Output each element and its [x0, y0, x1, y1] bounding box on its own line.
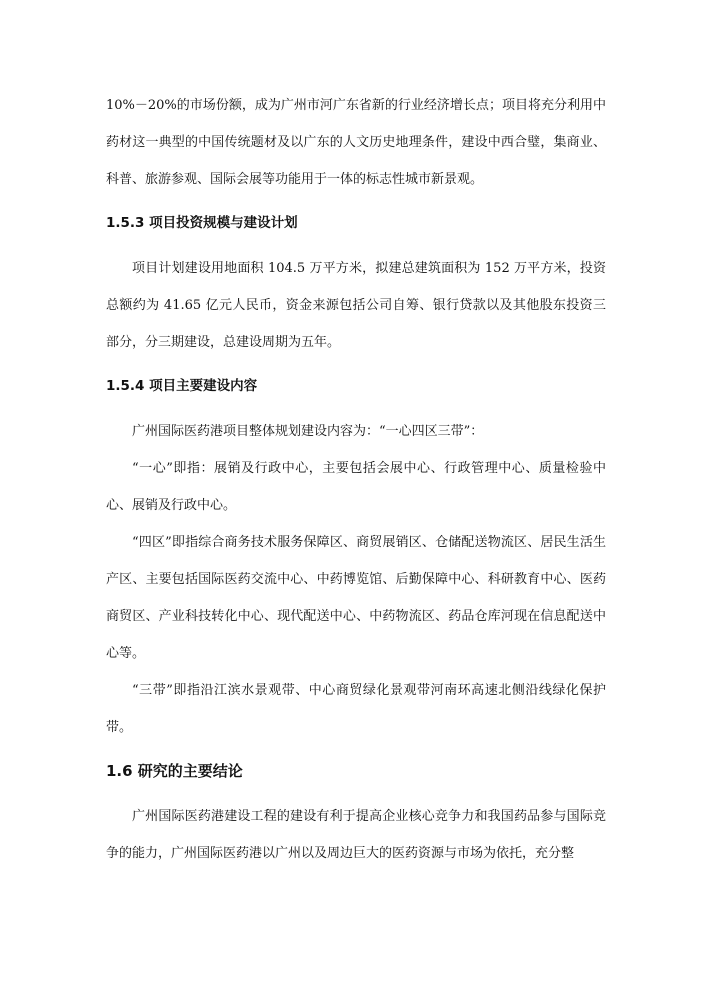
heading-1-5-4: 1.5.4 项目主要建设内容	[106, 378, 258, 394]
paragraph-planning-overview: 广州国际医药港项目整体规划建设内容为：“一心四区三带”：	[132, 424, 484, 439]
paragraph-three-belts: “三带”即指沿江滨水景观带、中心商贸绿化景观带河南环高速北侧沿线绿化保护带。	[106, 683, 606, 735]
heading-1-6: 1.6 研究的主要结论	[106, 762, 243, 780]
paragraph-conclusion: 广州国际医药港建设工程的建设有利于提高企业核心竞争力和我国药品参与国际竞争的能力，广州国际医药港以广州以及周边巨大的医药资源与市场为依托，充分整	[106, 809, 606, 861]
paragraph-one-center: “一心”即指：展销及行政中心，主要包括会展中心、行政管理中心、质量检验中心、展销及行政中心。	[106, 461, 606, 513]
paragraph-market-share: 10%－20%的市场份额，成为广州市河广东省新的行业经济增长点；项目将充分利用中药材这一典型的中国传统题材及以广东的人文历史地理条件，建设中西合璧，集商业、科普、旅游参观、国际会展等功能用于一体的标志性城市新景观。	[106, 98, 606, 187]
heading-1-5-3: 1.5.3 项目投资规模与建设计划	[106, 215, 298, 231]
paragraph-investment-scale: 项目计划建设用地面积 104.5 万平方米，拟建总建筑面积为 152 万平方米，投资总额约为 41.65 亿元人民币，资金来源包括公司自筹、银行贷款以及其他股东投资三部分，分三期建设，总建设周期为五年。	[106, 261, 606, 350]
document-page	[106, 87, 606, 872]
paragraph-four-zones: “四区”即指综合商务技术服务保障区、商贸展销区、仓储配送物流区、居民生活生产区、主要包括国际医药交流中心、中药博览馆、后勤保障中心、科研教育中心、医药商贸区、产业科技转化中心、现代配送中心、中药物流区、药品仓库河现在信息配送中心等。	[106, 535, 606, 661]
